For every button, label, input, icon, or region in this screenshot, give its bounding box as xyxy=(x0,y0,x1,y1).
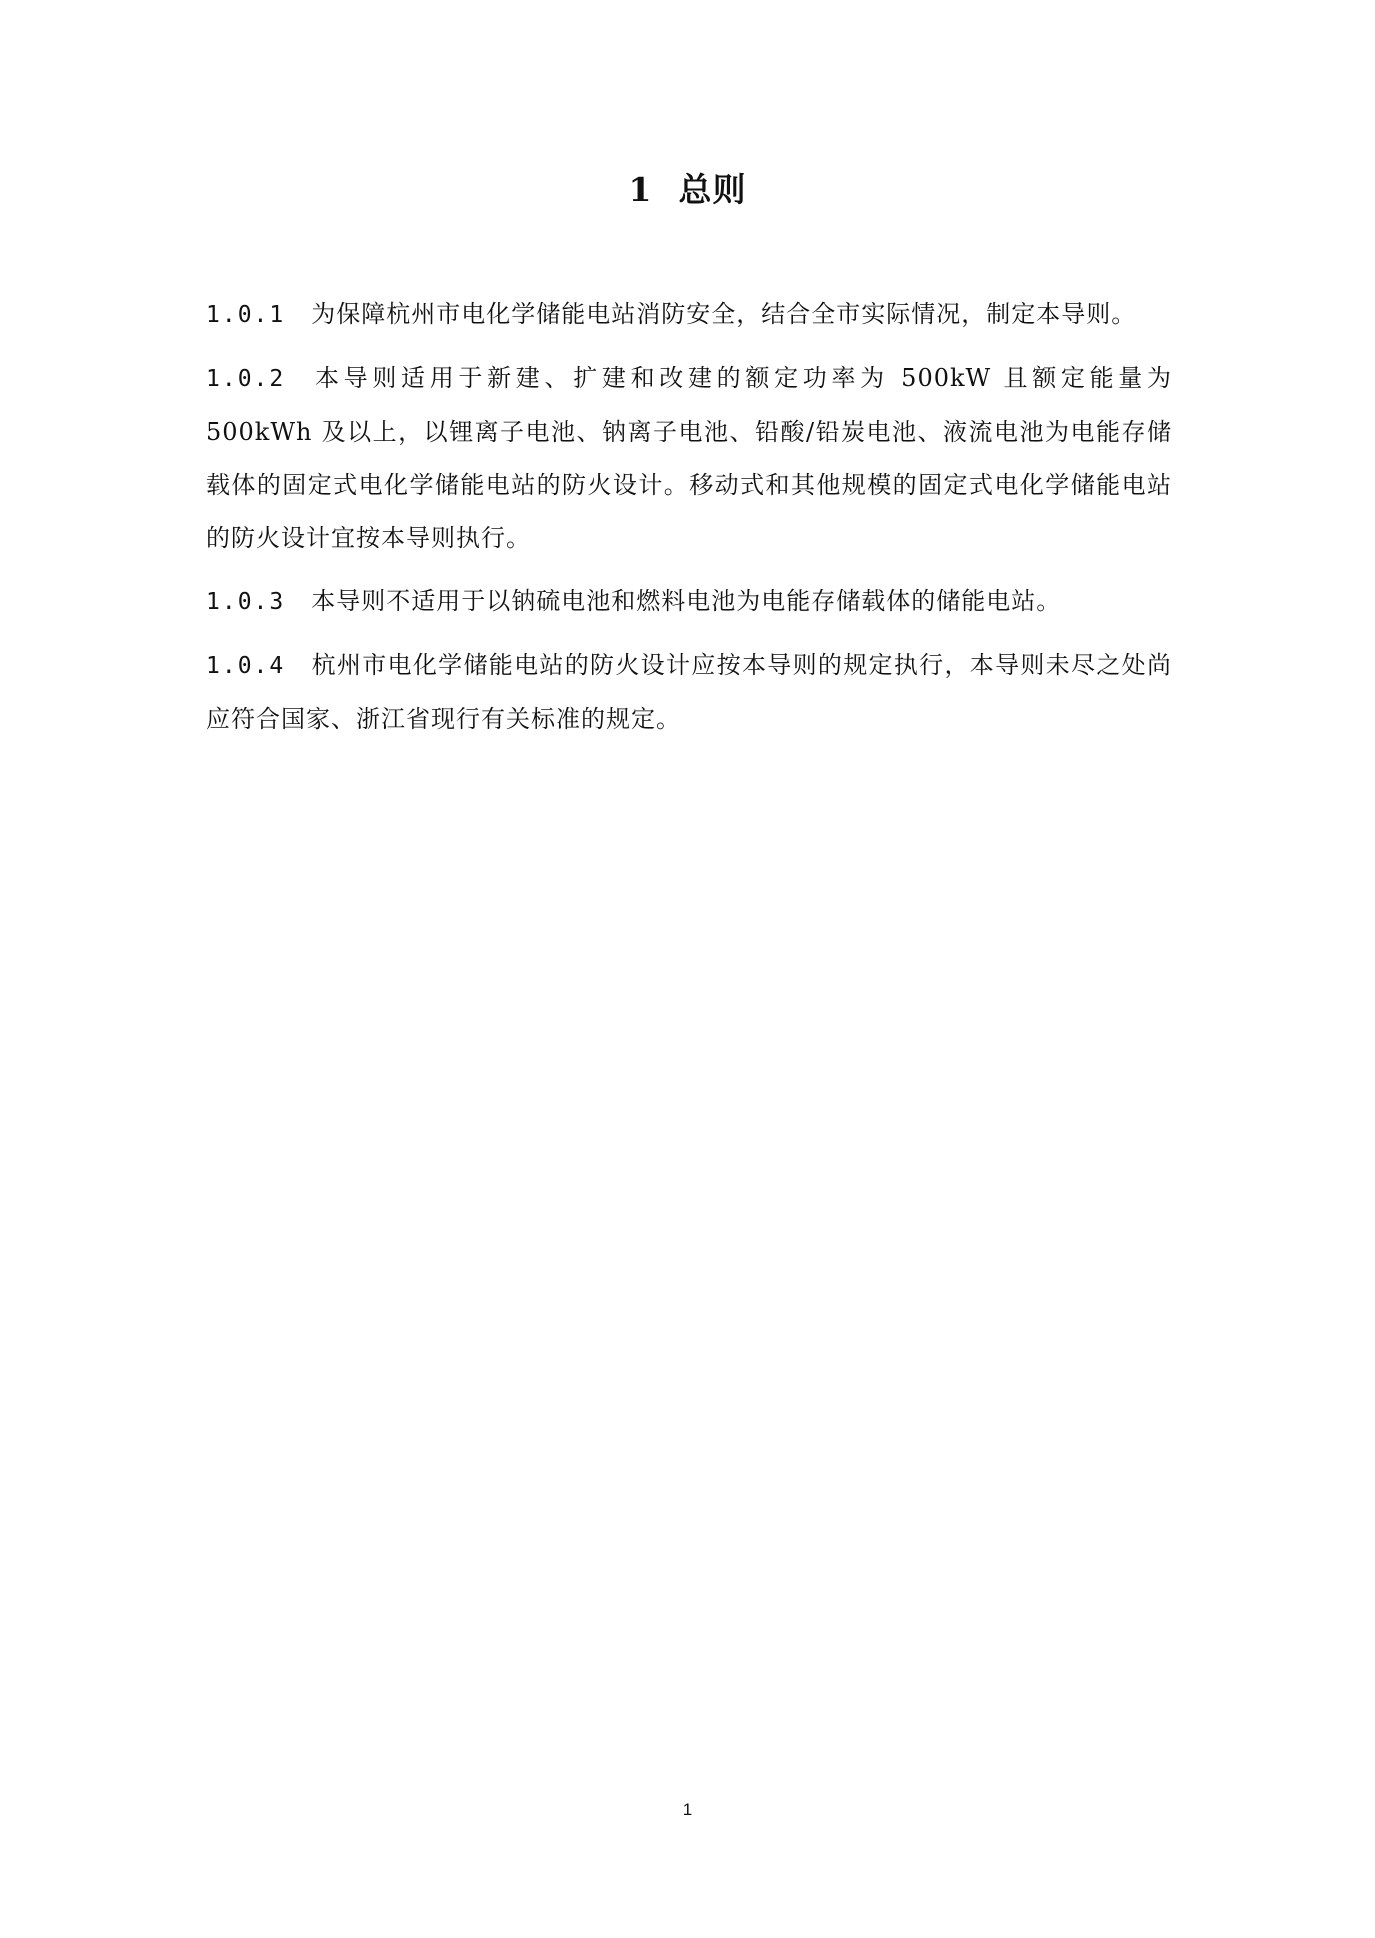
clause-number: 1.0.1 xyxy=(206,302,286,328)
clause-text: 为保障杭州市电化学储能电站消防安全，结合全市实际情况，制定本导则。 xyxy=(311,300,1137,328)
clause-text: 杭州市电化学储能电站的防火设计应按本导则的规定执行，本导则未尽之处尚应符合国家、浙江省现行有关标准的规定。 xyxy=(206,651,1172,733)
clause-number: 1.0.4 xyxy=(206,653,286,679)
clause-1-0-4 xyxy=(206,639,1172,746)
clause-1-0-3 xyxy=(206,575,1172,629)
clause-number: 1.0.3 xyxy=(206,589,286,615)
clause-text: 本导则适用于新建、扩建和改建的额定功率为 500kW 且额定能量为 500kWh 及以上，以锂离子电池、钠离子电池、铅酸/铅炭电池、液流电池为电能存储载体的固定式电化学储能电站的防火设计。移动式和其他规模的固定式电化学储能电站的防火设计宜按本导则执行。 xyxy=(206,364,1172,552)
chapter-title: 总则 xyxy=(678,170,747,209)
clause-number: 1.0.2 xyxy=(206,366,286,392)
clause-text: 本导则不适用于以钠硫电池和燃料电池为电能存储载体的储能电站。 xyxy=(311,587,1062,615)
chapter-number: 1 xyxy=(628,170,653,209)
clause-list xyxy=(206,288,1172,756)
clause-1-0-1 xyxy=(206,288,1172,342)
clause-1-0-2 xyxy=(206,352,1172,565)
chapter-heading xyxy=(0,164,1375,211)
page-number: 1 xyxy=(682,1800,693,1819)
